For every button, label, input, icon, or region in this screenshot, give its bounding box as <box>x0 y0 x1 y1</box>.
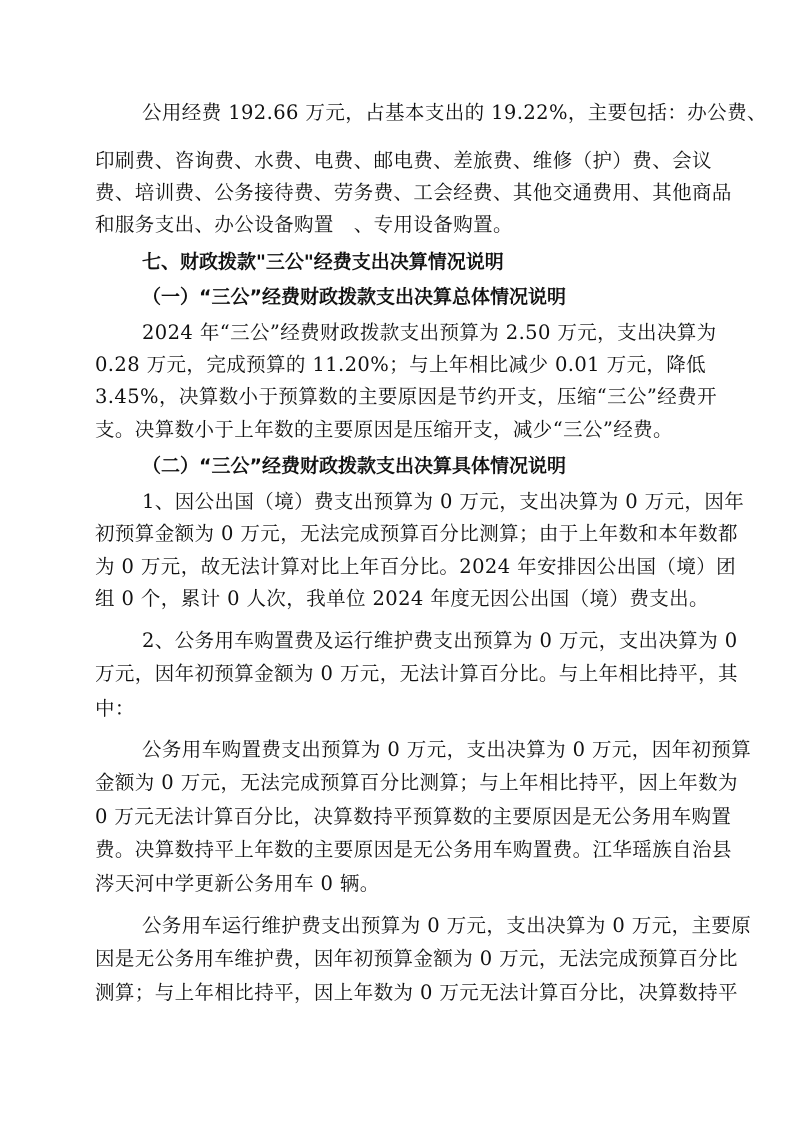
paragraph-2-line-4: 支。决算数小于上年数的主要原因是压缩开支，减少“三公”经费。 <box>95 418 673 441</box>
paragraph-5-line-3: 0 万元无法计算百分比，决算数持平预算数的主要原因是无公务用车购置 <box>95 805 732 828</box>
paragraph-5-line-5: 涔天河中学更新公务用车 0 辆。 <box>95 872 380 895</box>
paragraph-5-line-4: 费。决算数持平上年数的主要原因是无公务用车购置费。江华瑶族自治县 <box>95 838 732 861</box>
subsection-heading-2: （二）“三公”经费财政拨款支出决算具体情况说明 <box>142 455 566 477</box>
paragraph-3-line-3: 为 0 万元，故无法计算对比上年百分比。2024 年安排因公出国（境）团 <box>95 555 737 578</box>
paragraph-3-line-1: 1、因公出国（境）费支出预算为 0 万元，支出决算为 0 万元，因年 <box>142 490 745 513</box>
paragraph-1-line-2: 印刷费、咨询费、水费、电费、邮电费、差旅费、维修（护）费、会议 <box>95 149 712 172</box>
paragraph-6-line-3: 测算；与上年相比持平，因上年数为 0 万元无法计算百分比，决算数持平 <box>95 981 738 1004</box>
paragraph-2-line-2: 0.28 万元，完成预算的 11.20%；与上年相比减少 0.01 万元，降低 <box>95 353 707 376</box>
paragraph-2-line-3: 3.45%，决算数小于预算数的主要原因是节约开支，压缩“三公”经费开 <box>95 385 717 408</box>
paragraph-5-line-2: 金额为 0 万元，无法完成预算百分比测算；与上年相比持平，因上年数为 <box>95 771 738 794</box>
paragraph-3-line-4: 组 0 个，累计 0 人次，我单位 2024 年度无因公出国（境）费支出。 <box>95 587 709 610</box>
section-heading-seven: 七、财政拨款"三公"经费支出决算情况说明 <box>142 251 504 273</box>
paragraph-1-line-4: 和服务支出、办公设备购置 、专用设备购置。 <box>95 213 513 236</box>
paragraph-3-line-2: 初预算金额为 0 万元，无法完成预算百分比测算；由于上年数和本年数都 <box>95 522 738 545</box>
paragraph-4-line-1: 2、公务用车购置费及运行维护费支出预算为 0 万元，支出决算为 0 <box>142 629 738 652</box>
paragraph-2-line-1: 2024 年“三公”经费财政拨款支出预算为 2.50 万元，支出决算为 <box>142 321 717 344</box>
subsection-heading-1: （一）“三公”经费财政拨款支出决算总体情况说明 <box>142 286 566 308</box>
paragraph-1-line-3: 费、培训费、公务接待费、劳务费、工会经费、其他交通费用、其他商品 <box>95 181 732 204</box>
paragraph-4-line-3: 中： <box>95 697 135 720</box>
paragraph-1-line-1: 公用经费 192.66 万元，占基本支出的 19.22%，主要包括：办公费、 <box>142 101 767 124</box>
paragraph-5-line-1: 公务用车购置费支出预算为 0 万元，支出决算为 0 万元，因年初预算 <box>142 738 752 761</box>
paragraph-4-line-2: 万元，因年初预算金额为 0 万元，无法计算百分比。与上年相比持平，其 <box>95 662 738 685</box>
paragraph-6-line-2: 因是无公务用车维护费，因年初预算金额为 0 万元，无法完成预算百分比 <box>95 947 738 970</box>
paragraph-6-line-1: 公务用车运行维护费支出预算为 0 万元，支出决算为 0 万元，主要原 <box>142 914 752 937</box>
